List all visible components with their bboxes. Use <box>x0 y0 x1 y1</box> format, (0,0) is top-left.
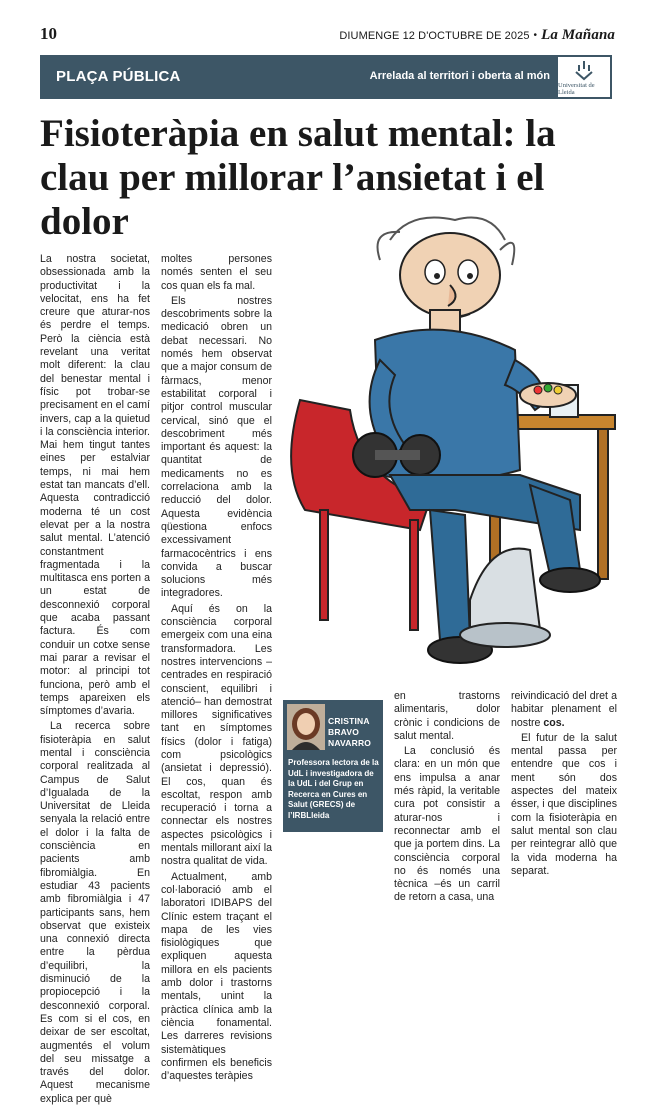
article-column-3 <box>394 690 500 907</box>
paragraph: moltes persones només senten el seu cos quan els fa mal. <box>161 253 272 292</box>
university-logo <box>556 55 612 99</box>
author-name-line: CRISTINA <box>328 716 370 726</box>
section-title: PLAÇA PÚBLICA <box>56 68 181 85</box>
university-name: Universitat de Lleida <box>558 81 595 96</box>
cartoon-illustration <box>280 210 620 680</box>
bold-word: cos. <box>543 716 565 729</box>
page-number: 10 <box>40 24 57 43</box>
author-box <box>283 700 383 832</box>
section-bar <box>40 55 612 99</box>
paragraph-text: reivindicació del dret a habitar plenament el nostre <box>511 690 617 729</box>
paragraph: La recerca sobre fisioteràpia en salut mental i consciència corporal realitzada al Campus de Salut d’Igualada de la Universitat de Lleida senyala la relació entre el dolor i la falta de consciència en pacients amb fibromiàlgia. En estudiar 43 pacients amb fibromiàlgia i 47 participants sans, hem observat que existeix una connexió directa entre la pèrdua d’equilibri, la disminució de la propiocepció i la desconnexió corporal. Es com si el cos, en deixar de ser escoltat, augmentés el volum del seu missatge a través del dolor. Aquest mecanisme explica per què <box>40 720 150 1105</box>
separator-dot: • <box>533 30 538 41</box>
masthead: La Mañana <box>541 27 615 43</box>
section-slogan: Arrelada al territori i oberta al món <box>369 70 550 82</box>
article-column-4 <box>511 690 617 880</box>
paragraph: La nostra societat, obsessionada amb la productivitat i la velocitat, ens ha fet creure que aturar-nos és perdre el temps. Però la ciència està revelant una veritat molt diferent: la clau del benestar mental i físic pot trobar-se precisament en el camí invers, cap a la quietud i la consciència interior. Mai hem tingut tantes eines per estalviar temps, ni mai hem estat tan mancats d’ell. Aquesta contradicció moderna té un cost elevat per a la nostra salut mental. L’atenció constantment fragmentada i la multitasca ens porten a un estat de desconnexió corporal que acaba passant factura. És com conduir un cotxe sense mai parar a revisar el motor: al principi tot funciona, però amb el temps apareixen els símptomes d’avaria. <box>40 253 150 718</box>
author-bio: Professora lectora de la UdL i investigadora de la UdL i del Grup en Recerca en Cures en Salut (GRECS) de l’IRBLleida <box>288 758 379 820</box>
paragraph: Actualment, amb col·laboració amb el laboratori IDIBAPS del Clínic estem traçant el mapa de les vies fisiològiques que expliquen aquesta millora en els pacients amb dolor i trastorns mentals, unint la pràctica clínica amb la ciència fonamental. Les darreres revisions sistemàtiques confirmen els beneficis d’aquestes teràpies <box>161 870 272 1083</box>
paragraph <box>511 690 617 730</box>
paragraph: La conclusió és clara: en un món que ens impulsa a anar més ràpid, la veritable cura pot consistir a aturar-nos i reconnectar amb el que ja portem dins. La consciència corporal no és només una tècnica –és un carril de retorn a casa, una <box>394 745 500 904</box>
paragraph: Aquí és on la consciència corporal emergeix com una eina transformadora. Les nostres intervencions –centrades en respiració conscient, equilibri i atenció– han demostrat millores significatives tant en símptomes físics (dolor i fatiga) com psicològics (ansietat i depressió). El cos, quan és escoltat, respon amb recuperació i torna a connectar els nostres aspectes psicològics i mentals millorant així la nostra qualitat de vida. <box>161 602 272 868</box>
paragraph: Els nostres descobriments sobre la medicació obren un debat necessari. No només hem observat que a major consum de fàrmacs, menor estabilitat corporal i pitjor control muscular cervical, sinó que el descobriment més important és aquest: la quantitat de medicaments no es correlaciona amb la reducció del dolor. Aquesta evidència qüestiona enfocs excessivament farmacocèntrics i ens convida a buscar solucions més integradores. <box>161 294 272 600</box>
paragraph: El futur de la salut mental passa per entendre que cos i ment són dos aspectes del mateix ésser, i que disciplines com la fisioteràpia en salut mental son clau per reintegrar allò que la vida moderna ha separat. <box>511 731 617 877</box>
paragraph: en trastorns alimentaris, dolor crònic i condicions de salut mental. <box>394 690 500 742</box>
author-name-line: BRAVO <box>328 727 360 737</box>
dateline <box>339 27 615 44</box>
article-column-2 <box>161 253 272 1085</box>
pedal-exerciser-illustration <box>460 549 550 647</box>
date-text: DIUMENGE 12 D'OCTUBRE DE 2025 <box>339 29 530 42</box>
udl-emblem-icon <box>573 59 595 81</box>
article-column-1 <box>40 253 150 1108</box>
author-photo <box>287 704 325 750</box>
author-name-line: NAVARRO <box>328 738 372 748</box>
page-header <box>0 0 657 48</box>
article-headline: Fisioteràpia en salut mental: la clau per millorar l’ansietat i el dolor <box>40 112 556 243</box>
author-name <box>328 716 382 749</box>
